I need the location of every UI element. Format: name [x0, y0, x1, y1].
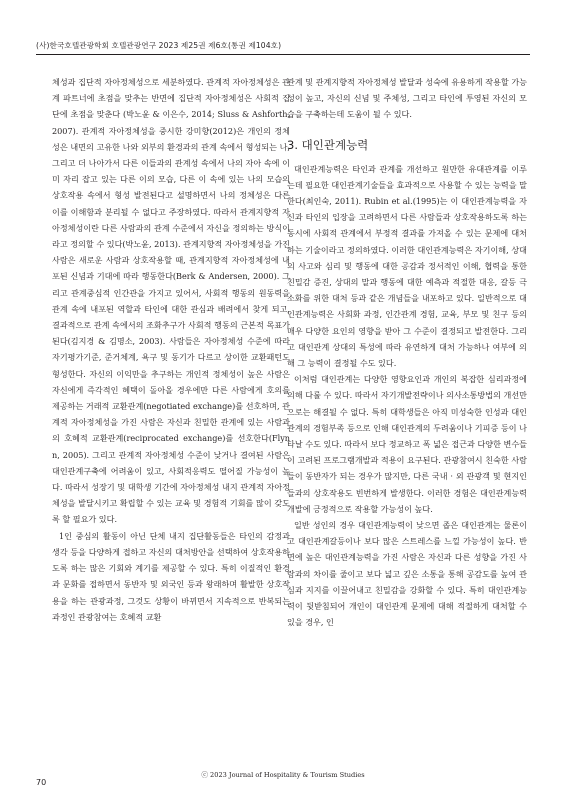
journal-header: (사)한국호텔관광학회 호텔관광연구 2023 제25권 제6호(통권 제104호) — [36, 41, 282, 50]
header-rule — [36, 54, 530, 55]
left-paragraph-1: 체성과 집단적 자아정체성으로 세분하였다. 관계적 자아정체성은 관계 파트너에 초점을 맞추는 반면에 집단적 자아정체성은 사회적 집단에 초점을 맞춘다 (박노윤 & 이은수, 2014; Sluss & Ashforth, 2007). 관계적 자아정체성을 중시한 강미향(2012)은 개인의 정체성은 내면의 고유한 나와 외부의 환경과의 관계 속에서 형성되는 나, 그리고 더 나아가서 다른 이들과의 관계성 속에서 나의 자아 속에 이미 자리 잡고 있는 다른 이의 모습, 다른 이 속에 있는 나의 모습의 상호작용 속에서 형성 발전된다고 설명하면서 나의 정체성은 다른 이를 이해함과 분리될 수 없다고 주장하였다. 따라서 관계지향적 자아정체성이란 다른 사람과의 관계 수준에서 자신을 정의하는 방식이라고 정의할 수 있다(박노윤, 2013). 관계지향적 자아정체성을 가진 사람은 새로운 사람과 상호작용할 때, 관계지향적 자아정체성에 내포된 신념과 기대에 따라 행동한다(Berk & Andersen, 2000). 그리고 관계중심적 인간관을 가지고 있어서, 사회적 행동의 원동력을 관계 속에 내포된 역할과 타인에 대한 관심과 배려에서 찾게 되고, 결과적으로 관계 속에서의 조화추구가 사회적 행동의 근본적 목표가 된다(김지경 & 김명소, 2003). 사람들은 자아정체성 수준에 따라 자기평가기준, 준거체계, 욕구 및 동기가 다르고 상이한 교환패턴도 형성한다. 자신의 이익만을 추구하는 개인적 정체성이 높은 사람은 자신에게 즉각적인 혜택이 돌아올 경우에만 다른 사람에게 호의를 제공하는 거래적 교환관계(negotiated exchange)를 선호하며, 관계적 자아정체성을 가진 사람은 자신과 친밀한 관계에 있는 사람과의 호혜적 교환관계(reciprocated exchange)를 선호한다(Flynn, 2005). 그리고 관계적 자아정체성 수준이 낮거나 결여된 사람은 대인관계구축에 어려움이 있고, 사회적응력도 떨어질 가능성이 높다. 따라서 성장기 및 대학생 기간에 자아정체성 내지 관계적 자아정체성을 발달시키고 확립할 수 있는 교육 및 경험적 기회를 많이 갖도록 할 필요가 있다. — [52, 77, 290, 525]
right-paragraph-3: 일반 성인의 경우 대인관계능력이 낮으면 좁은 대인관계는 물론이고 대인관계갈등이나 보다 많은 스트레스를 느낄 가능성이 높다. 반면에 높은 대인관계능력을 가진 사람은 자신과 다른 성향을 가진 사람과의 차이를 줄이고 보다 넓고 깊은 소통을 통해 공감도를 높여 관심과 지지를 이끌어내고 친밀감을 강화할 수 있다. 특히 대인관계능력이 뒷받침되어 개인이 대인관계 문제에 대해 적절하게 대처할 수 있을 경우, 인 — [287, 520, 527, 628]
page-number: 70 — [36, 778, 47, 787]
section-title: 3. 대인관계능력 — [287, 137, 369, 152]
copyright-footer: ⓒ 2023 Journal of Hospitality & Tourism Studies — [201, 771, 365, 779]
right-paragraph-1: 대인관계능력은 타인과 관계를 개선하고 원만한 유대관계를 이루는데 필요한 대인관계기술들을 효과적으로 사용할 수 있는 능력을 말한다(최인숙, 2011). Rubin et al.(1995)는 이 대인관계능력을 자신과 타인의 입장을 고려하면서 다른 사람들과 상호작용하도록 하는 동시에 사회적 관계에서 부정적 결과를 가져올 수 있는 문제에 대처하는 기술이라고 정의하였다. 이러한 대인관계능력은 자기이해, 상대의 사고와 심리 및 행동에 대한 공감과 정서적인 이해, 협력을 통한 친밀감 증진, 상대의 말과 행동에 대한 예측과 적절한 대응, 갈등 극소화를 위한 대처 등과 같은 개념들을 내포하고 있다. 일반적으로 대인관계능력은 사회화 과정, 인간관계 경험, 교육, 부모 및 친구 등의 매우 다양한 요인의 영향을 받아 그 수준이 결정되고 발전한다. 그리고 대인관계 상대의 특성에 따라 유연하게 대처 가능하나 여부에 의해 그 능력이 결정될 수도 있다. — [287, 163, 527, 369]
right-paragraph-2: 이처럼 대인관계는 다양한 영향요인과 개인의 복잡한 심리과정에 의해 다룰 수 있다. 따라서 자기개발전략이나 의사소통방법의 개선만으로는 해결될 수 없다. 특히 대학생들은 아직 미성숙한 인성과 대인관계의 경험부족 등으로 인해 대인관계의 두려움이나 기피증 등이 나타날 수도 있다. 따라서 보다 정교하고 폭 넓은 접근과 다양한 변수들이 고려된 프로그램개발과 적용이 요구된다. 관광참여시 친숙한 사람들이 동반자가 되는 경우가 많지만, 다른 국내 · 외 관광객 및 현지인들과의 상호작용도 빈번하게 발생한다. 이러한 경험은 대인관계능력 개발에 긍정적으로 작용할 가능성이 높다. — [287, 374, 527, 514]
right-column — [287, 74, 527, 631]
left-column — [52, 74, 290, 625]
left-paragraph-2: 1인 중심의 활동이 아닌 단체 내지 집단활동들은 타인의 감정과 생각 등을 다양하게 접하고 자신의 대처방안을 선택하여 상호작용하도록 하는 많은 기회와 계기를 제공할 수 있다. 특히 이질적인 환경과 문화를 접하면서 동반자 및 외국인 등과 왕래하며 활발한 상호작용을 하는 관광과정, 그것도 상황이 바뀌면서 지속적으로 반복되는 과정인 관광참여는 호혜적 교환 — [52, 530, 290, 622]
right-paragraph-0: 관계 및 관계지향적 자아정체성 발달과 성숙에 유용하게 작용할 가능성이 높고, 자신의 신념 및 주체성, 그리고 타인에 투영된 자신의 모습을 구축하는데 도움이 될 수 있다. — [287, 77, 527, 120]
